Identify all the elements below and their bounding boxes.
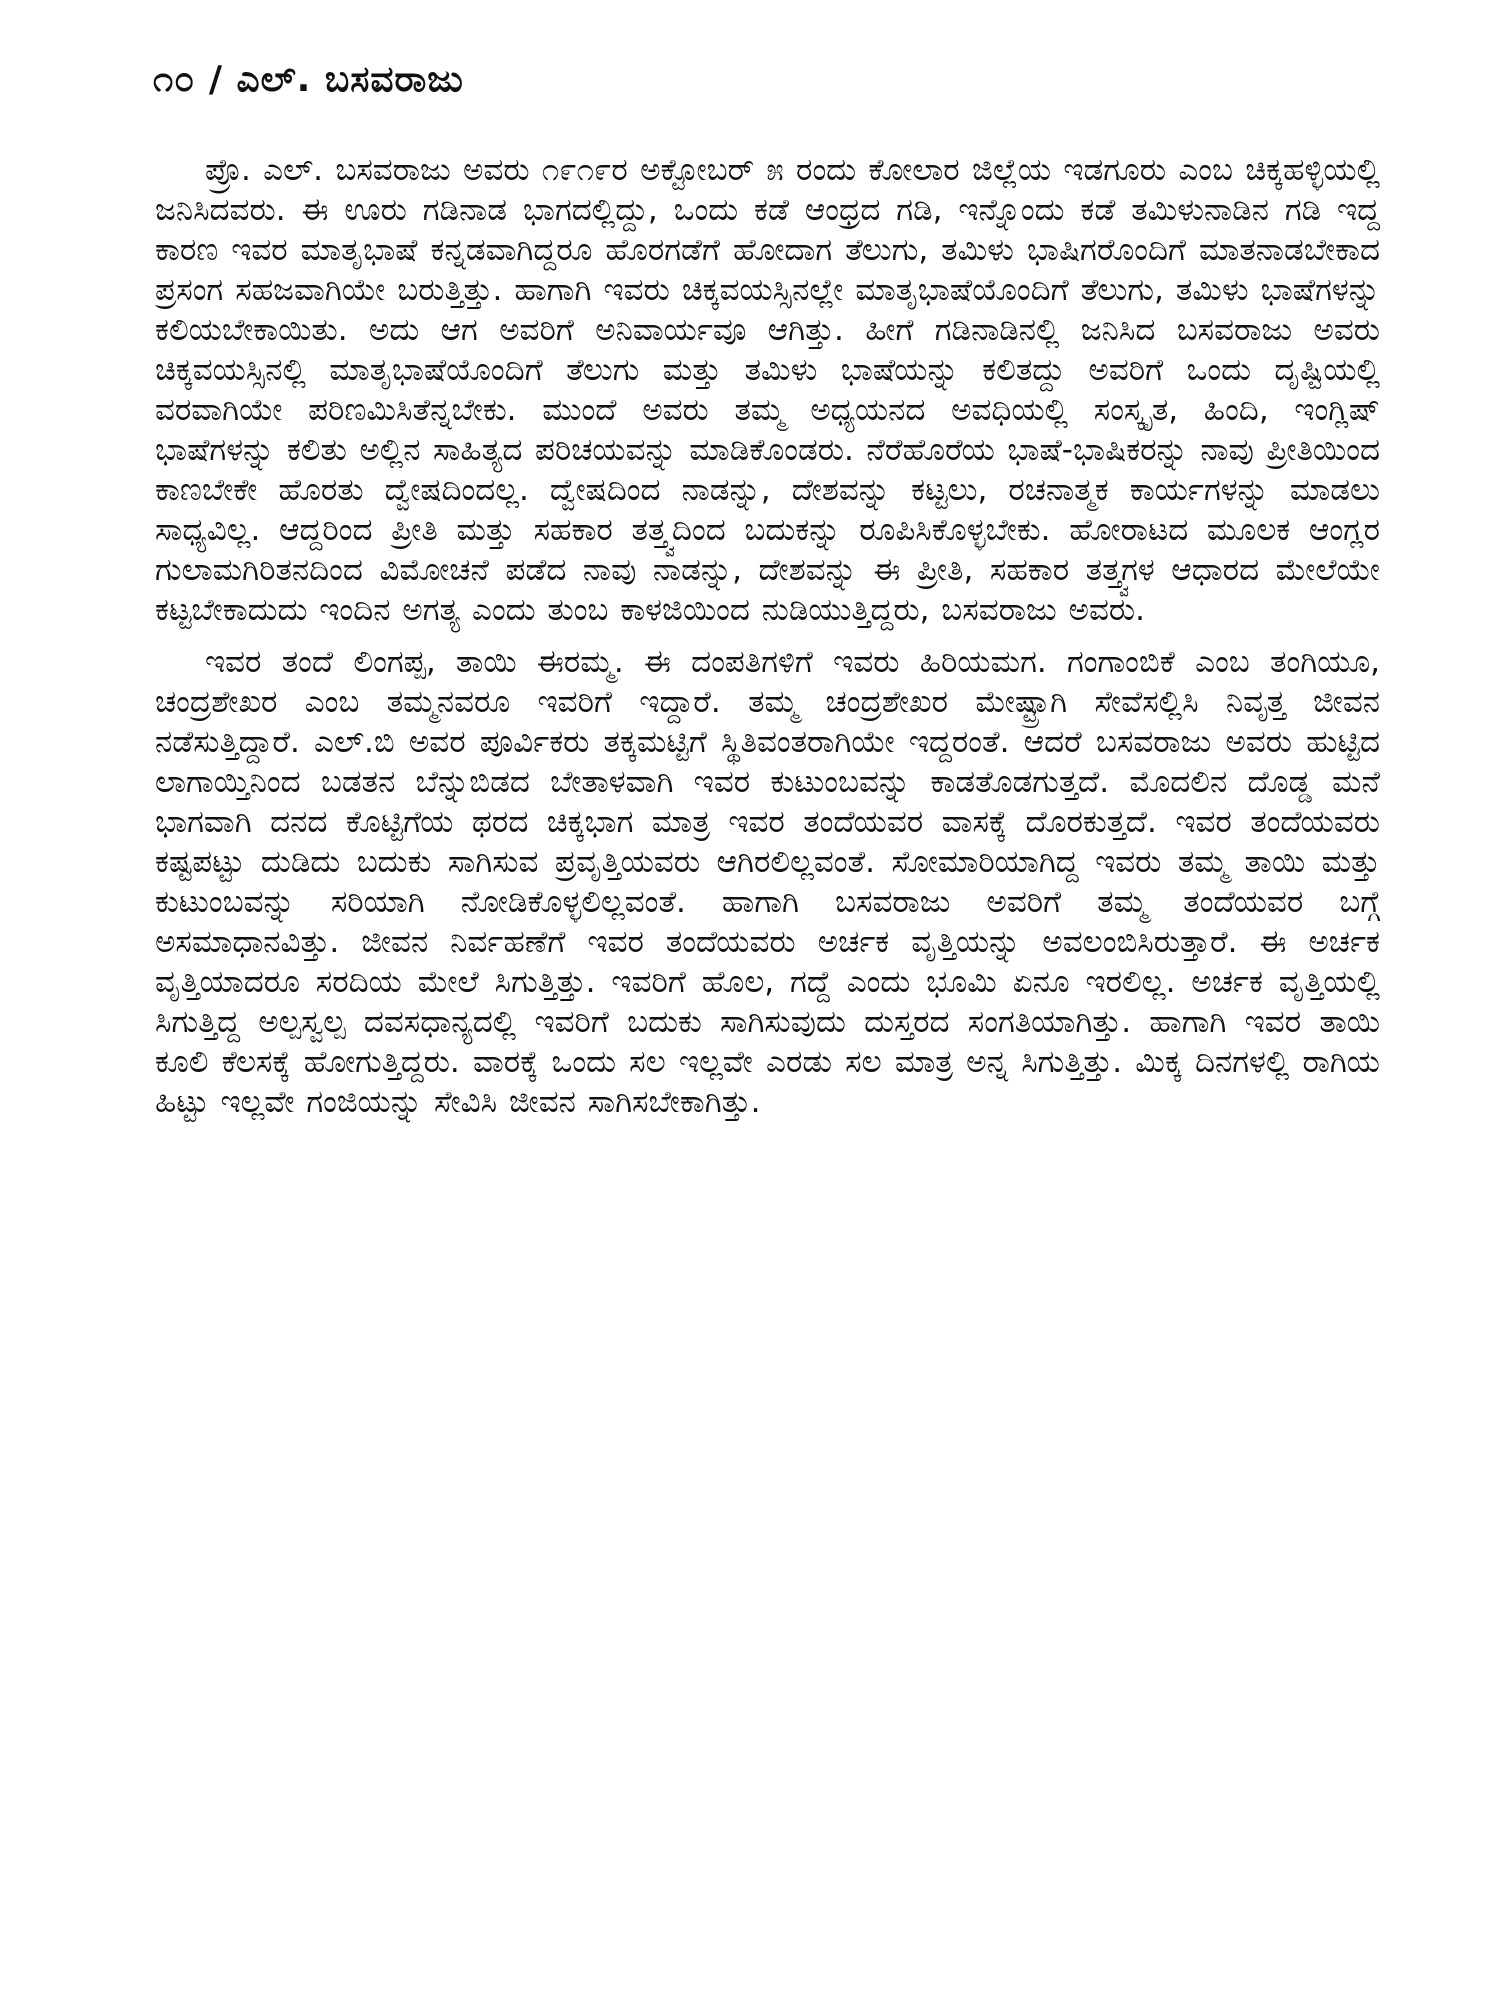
paragraph-1: ಪ್ರೊ. ಎಲ್. ಬಸವರಾಜು ಅವರು ೧೯೧೯ರ ಅಕ್ಟೋಬರ್ ೫ ರಂದು ಕೋಲಾರ ಜಿಲ್ಲೆಯ ಇಡಗೂರು ಎಂಬ ಚಿಕ್ಕಹಳ್ಳಿಯಲ್ಲಿ ಜನಿಸಿದವರು. ಈ ಊರು ಗಡಿನಾಡ ಭಾಗದಲ್ಲಿದ್ದು, ಒಂದು ಕಡೆ ಆಂಧ್ರದ ಗಡಿ, ಇನ್ನೊಂದು ಕಡೆ ತಮಿಳುನಾಡಿನ ಗಡಿ ಇದ್ದ ಕಾರಣ ಇವರ ಮಾತೃಭಾಷೆ ಕನ್ನಡವಾಗಿದ್ದರೂ ಹೊರಗಡೆಗೆ ಹೋದಾಗ ತೆಲುಗು, ತಮಿಳು ಭಾಷಿಗರೊಂದಿಗೆ ಮಾತನಾಡಬೇಕಾದ ಪ್ರಸಂಗ ಸಹಜವಾಗಿಯೇ ಬರುತ್ತಿತ್ತು. ಹಾಗಾಗಿ ಇವರು ಚಿಕ್ಕವಯಸ್ಸಿನಲ್ಲೇ ಮಾತೃಭಾಷೆಯೊಂದಿಗೆ ತೆಲುಗು, ತಮಿಳು ಭಾಷೆಗಳನ್ನು ಕಲಿಯಬೇಕಾಯಿತು. ಅದು ಆಗ ಅವರಿಗೆ ಅನಿವಾರ್ಯವೂ ಆಗಿತ್ತು. ಹೀಗೆ ಗಡಿನಾಡಿನಲ್ಲಿ ಜನಿಸಿದ ಬಸವರಾಜು ಅವರು ಚಿಕ್ಕವಯಸ್ಸಿನಲ್ಲಿ ಮಾತೃಭಾಷೆಯೊಂದಿಗೆ ತೆಲುಗು ಮತ್ತು ತಮಿಳು ಭಾಷೆಯನ್ನು ಕಲಿತದ್ದು ಅವರಿಗೆ ಒಂದು ದೃಷ್ಟಿಯಲ್ಲಿ ವರವಾಗಿಯೇ ಪರಿಣಮಿಸಿತೆನ್ನಬೇಕು. ಮುಂದೆ ಅವರು ತಮ್ಮ ಅಧ್ಯಯನದ ಅವಧಿಯಲ್ಲಿ ಸಂಸ್ಕೃತ, ಹಿಂದಿ, ಇಂಗ್ಲಿಷ್ ಭಾಷೆಗಳನ್ನು ಕಲಿತು ಅಲ್ಲಿನ ಸಾಹಿತ್ಯದ ಪರಿಚಯವನ್ನು ಮಾಡಿಕೊಂಡರು. ನೆರೆಹೊರೆಯ ಭಾಷೆ-ಭಾಷಿಕರನ್ನು ನಾವು ಪ್ರೀತಿಯಿಂದ ಕಾಣಬೇಕೇ ಹೊರತು ದ್ವೇಷದಿಂದಲ್ಲ. ದ್ವೇಷದಿಂದ ನಾಡನ್ನು, ದೇಶವನ್ನು ಕಟ್ಟಲು, ರಚನಾತ್ಮಕ ಕಾರ್ಯಗಳನ್ನು ಮಾಡಲು ಸಾಧ್ಯವಿಲ್ಲ. ಆದ್ದರಿಂದ ಪ್ರೀತಿ ಮತ್ತು ಸಹಕಾರ ತತ್ತ್ವದಿಂದ ಬದುಕನ್ನು ರೂಪಿಸಿಕೊಳ್ಳಬೇಕು. ಹೋರಾಟದ ಮೂಲಕ ಆಂಗ್ಲರ ಗುಲಾಮಗಿರಿತನದಿಂದ ವಿಮೋಚನೆ ಪಡೆದ ನಾವು ನಾಡನ್ನು, ದೇಶವನ್ನು ಈ ಪ್ರೀತಿ, ಸಹಕಾರ ತತ್ತ್ವಗಳ ಆಧಾರದ ಮೇಲೆಯೇ ಕಟ್ಟಬೇಕಾದುದು ಇಂದಿನ ಅಗತ್ಯ ಎಂದು ತುಂಬ ಕಾಳಜಿಯಿಂದ ನುಡಿಯುತ್ತಿದ್ದರು, ಬಸವರಾಜು ಅವರು.	[155, 152, 1380, 628]
body-text	[155, 150, 1380, 1970]
running-head	[153, 50, 1353, 110]
paragraph-2: ಇವರ ತಂದೆ ಲಿಂಗಪ್ಪ, ತಾಯಿ ಈರಮ್ಮ. ಈ ದಂಪತಿಗಳಿಗೆ ಇವರು ಹಿರಿಯಮಗ. ಗಂಗಾಂಬಿಕೆ ಎಂಬ ತಂಗಿಯೂ, ಚಂದ್ರಶೇಖರ ಎಂಬ ತಮ್ಮನವರೂ ಇವರಿಗೆ ಇದ್ದಾರೆ. ತಮ್ಮ ಚಂದ್ರಶೇಖರ ಮೇಷ್ಟ್ರಾಗಿ ಸೇವೆಸಲ್ಲಿಸಿ ನಿವೃತ್ತ ಜೀವನ ನಡೆಸುತ್ತಿದ್ದಾರೆ. ಎಲ್.ಬಿ ಅವರ ಪೂರ್ವಿಕರು ತಕ್ಕಮಟ್ಟಿಗೆ ಸ್ಥಿತಿವಂತರಾಗಿಯೇ ಇದ್ದರಂತೆ. ಆದರೆ ಬಸವರಾಜು ಅವರು ಹುಟ್ಟಿದ ಲಾಗಾಯ್ತಿನಿಂದ ಬಡತನ ಬೆನ್ನುಬಿಡದ ಬೇತಾಳವಾಗಿ ಇವರ ಕುಟುಂಬವನ್ನು ಕಾಡತೊಡಗುತ್ತದೆ. ಮೊದಲಿನ ದೊಡ್ಡ ಮನೆ ಭಾಗವಾಗಿ ದನದ ಕೊಟ್ಟಿಗೆಯ ಥರದ ಚಿಕ್ಕಭಾಗ ಮಾತ್ರ ಇವರ ತಂದೆಯವರ ವಾಸಕ್ಕೆ ದೊರಕುತ್ತದೆ. ಇವರ ತಂದೆಯವರು ಕಷ್ಟಪಟ್ಟು ದುಡಿದು ಬದುಕು ಸಾಗಿಸುವ ಪ್ರವೃತ್ತಿಯವರು ಆಗಿರಲಿಲ್ಲವಂತೆ. ಸೋಮಾರಿಯಾಗಿದ್ದ ಇವರು ತಮ್ಮ ತಾಯಿ ಮತ್ತು ಕುಟುಂಬವನ್ನು ಸರಿಯಾಗಿ ನೋಡಿಕೊಳ್ಳಲಿಲ್ಲವಂತೆ. ಹಾಗಾಗಿ ಬಸವರಾಜು ಅವರಿಗೆ ತಮ್ಮ ತಂದೆಯವರ ಬಗ್ಗೆ ಅಸಮಾಧಾನವಿತ್ತು. ಜೀವನ ನಿರ್ವಹಣೆಗೆ ಇವರ ತಂದೆಯವರು ಅರ್ಚಕ ವೃತ್ತಿಯನ್ನು ಅವಲಂಬಿಸಿರುತ್ತಾರೆ. ಈ ಅರ್ಚಕ ವೃತ್ತಿಯಾದರೂ ಸರದಿಯ ಮೇಲೆ ಸಿಗುತ್ತಿತ್ತು. ಇವರಿಗೆ ಹೊಲ, ಗದ್ದೆ ಎಂದು ಭೂಮಿ ಏನೂ ಇರಲಿಲ್ಲ. ಅರ್ಚಕ ವೃತ್ತಿಯಲ್ಲಿ ಸಿಗುತ್ತಿದ್ದ ಅಲ್ಪಸ್ವಲ್ಪ ದವಸಧಾನ್ಯದಲ್ಲಿ ಇವರಿಗೆ ಬದುಕು ಸಾಗಿಸುವುದು ದುಸ್ತರದ ಸಂಗತಿಯಾಗಿತ್ತು. ಹಾಗಾಗಿ ಇವರ ತಾಯಿ ಕೂಲಿ ಕೆಲಸಕ್ಕೆ ಹೋಗುತ್ತಿದ್ದರು. ವಾರಕ್ಕೆ ಒಂದು ಸಲ ಇಲ್ಲವೇ ಎರಡು ಸಲ ಮಾತ್ರ ಅನ್ನ ಸಿಗುತ್ತಿತ್ತು. ಮಿಕ್ಕ ದಿನಗಳಲ್ಲಿ ರಾಗಿಯ ಹಿಟ್ಟು ಇಲ್ಲವೇ ಗಂಜಿಯನ್ನು ಸೇವಿಸಿ ಜೀವನ ಸಾಗಿಸಬೇಕಾಗಿತ್ತು.	[155, 644, 1380, 1120]
book-title: ಎಲ್. ಬಸವರಾಜು	[236, 59, 464, 100]
page-number: ೧೦	[153, 59, 196, 100]
header-separator: /	[195, 59, 237, 100]
